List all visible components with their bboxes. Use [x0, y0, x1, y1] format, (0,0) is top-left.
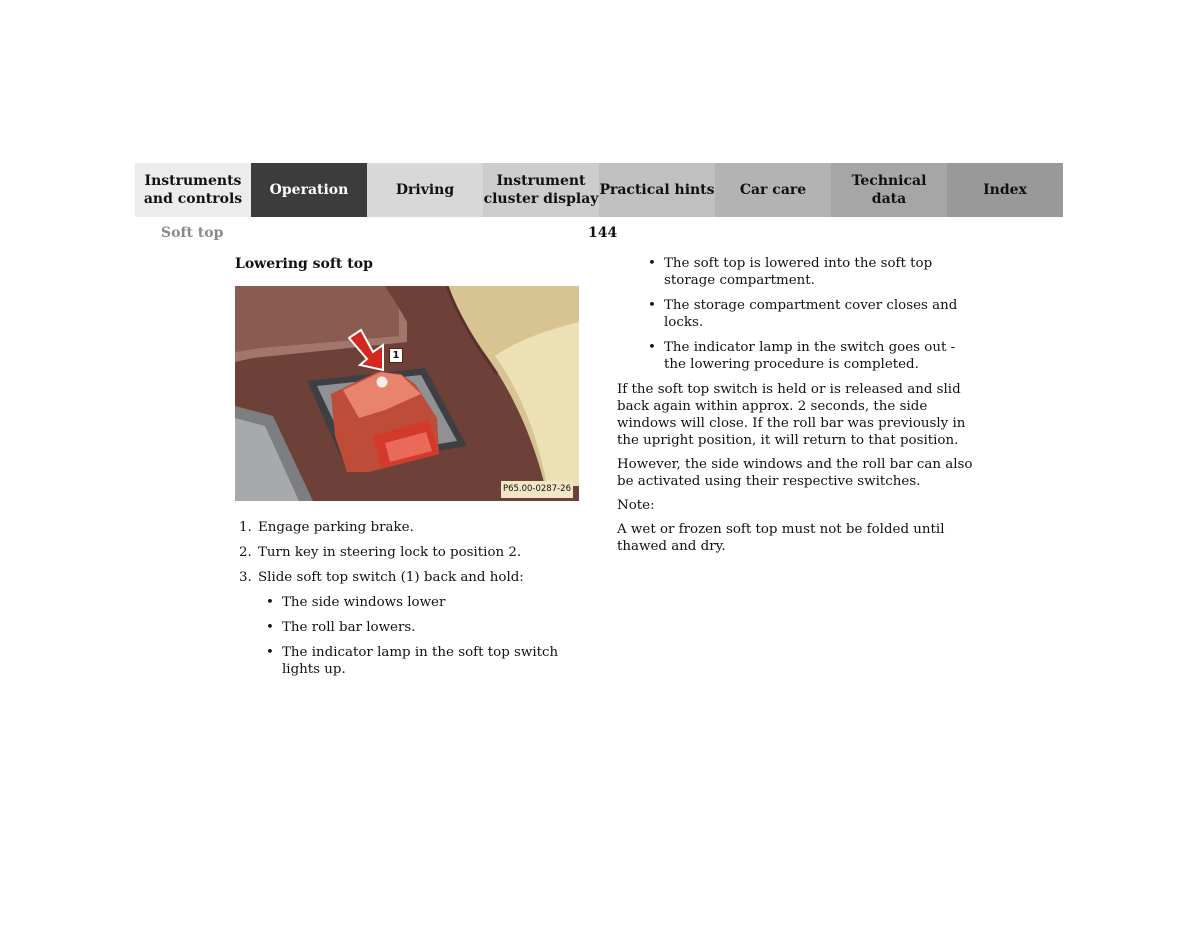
- step-text: Slide soft top switch (1) back and hold:: [258, 570, 524, 585]
- paragraph-respective-switches: However, the side windows and the roll bar can also be activated using their respective switches.: [617, 457, 973, 489]
- chapter-tabs: [135, 163, 1064, 217]
- tab-car-care[interactable]: Car care: [715, 163, 831, 217]
- page-number: 144: [588, 225, 618, 241]
- bullet-text: The indicator lamp in the soft top switch lights up.: [282, 645, 559, 677]
- bullet-icon: •: [266, 645, 274, 660]
- list-item: [617, 297, 977, 331]
- tab-instrument-cluster-display[interactable]: Instrument cluster display: [483, 163, 599, 217]
- bullet-icon: •: [266, 620, 274, 635]
- tab-technical-data[interactable]: Technical data: [831, 163, 947, 217]
- list-item: [258, 644, 580, 678]
- soft-top-switch-illustration: [235, 286, 579, 501]
- list-item: [258, 594, 580, 611]
- list-item: [235, 519, 580, 536]
- list-item: [617, 339, 977, 373]
- step-number: 2.: [239, 545, 252, 560]
- paragraph-switch-behavior: If the soft top switch is held or is released and slid back again within approx. 2 seconds, the side windows will close. If the roll bar was previously in the upright position, it will return to that position.: [617, 382, 966, 448]
- list-item: [235, 569, 580, 678]
- list-item: [617, 255, 977, 289]
- list-item: [258, 619, 580, 636]
- bullet-text: The roll bar lowers.: [282, 620, 416, 635]
- bullet-text: The storage compartment cover closes and locks.: [664, 298, 958, 330]
- steps-list: [235, 519, 580, 678]
- bullet-text: The indicator lamp in the switch goes out - the lowering procedure is completed.: [664, 340, 956, 372]
- right-column: [617, 255, 977, 562]
- step-text: Turn key in steering lock to position 2.: [258, 545, 522, 560]
- heading-lowering-soft-top: Lowering soft top: [235, 256, 373, 272]
- bullet-icon: •: [648, 256, 656, 271]
- bullet-icon: •: [266, 595, 274, 610]
- note-label: Note:: [617, 498, 655, 513]
- bullet-icon: •: [648, 340, 656, 355]
- bullet-text: The soft top is lowered into the soft top storage compartment.: [664, 256, 933, 288]
- bullet-text: The side windows lower: [282, 595, 446, 610]
- tab-instruments-and-controls[interactable]: Instruments and controls: [135, 163, 251, 217]
- callout-label-1: 1: [389, 348, 403, 363]
- note-text: A wet or frozen soft top must not be folded until thawed and dry.: [617, 522, 945, 554]
- list-item: [235, 544, 580, 561]
- soft-top-switch-figure: [235, 286, 579, 501]
- step-text: Engage parking brake.: [258, 520, 414, 535]
- tab-practical-hints[interactable]: Practical hints: [599, 163, 715, 217]
- sub-bullet-list: [258, 594, 580, 678]
- figure-code: P65.00-0287-26: [501, 481, 573, 498]
- bullet-icon: •: [648, 298, 656, 313]
- step-number: 3.: [239, 570, 252, 585]
- tab-index[interactable]: Index: [947, 163, 1063, 217]
- tab-operation[interactable]: Operation: [251, 163, 367, 217]
- left-column: [235, 255, 580, 686]
- section-title: Soft top: [161, 225, 224, 241]
- step-number: 1.: [239, 520, 252, 535]
- tab-driving[interactable]: Driving: [367, 163, 483, 217]
- result-bullet-list: [617, 255, 977, 373]
